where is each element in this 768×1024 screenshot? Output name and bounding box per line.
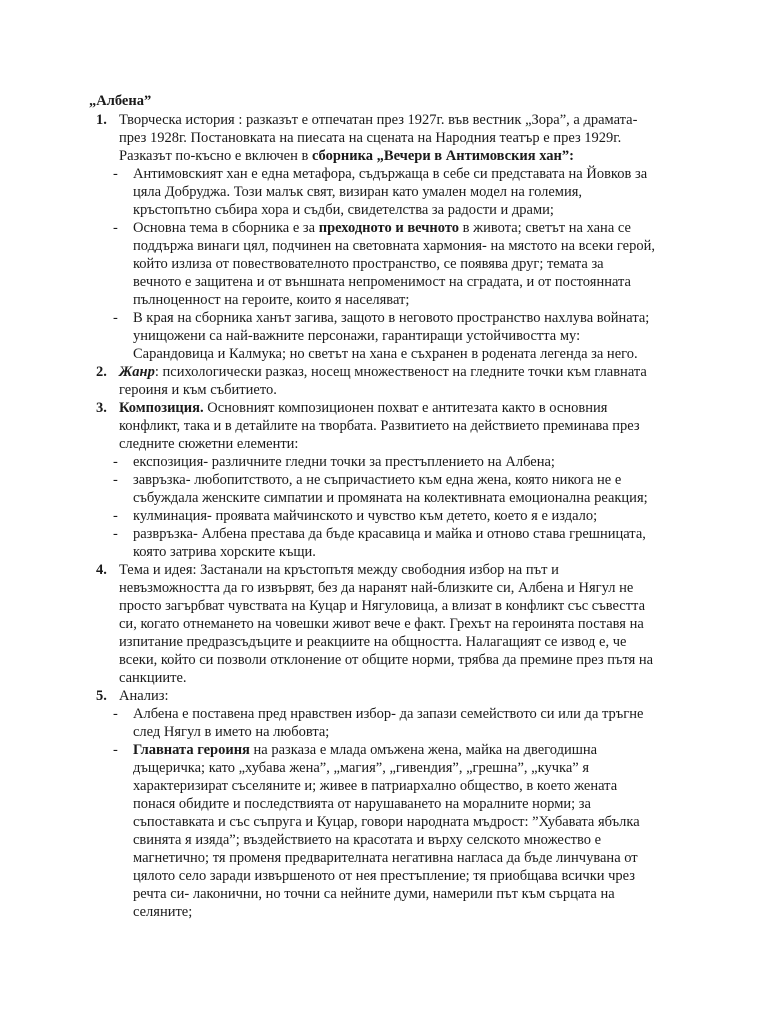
section-4-line-3: просто загърбват чувствата на Куцар и Нягуловица, а влизат в конфликт със съвестта — [119, 598, 646, 614]
s1-bullet-2-bold: преходното и вечното — [318, 220, 460, 236]
section-3-text: Основният композиционен похват е антитезата както в основния — [203, 400, 608, 416]
section-2-line-2: героиня и към събитието. — [119, 382, 277, 398]
s3-bullet-4-line-1: развръзка- Албена престава да бъде красавица и майка и отново става грешницата, — [133, 526, 646, 542]
section-4-line-7: санкциите. — [119, 670, 187, 686]
s1-bullet-2-line-1 — [133, 219, 631, 237]
s1-bullet-3-line-1: В края на сборника ханът загива, защото в неговото пространство нахлува войната; — [133, 310, 650, 326]
document-title: „Албена” — [89, 93, 152, 109]
s1-bullet-1-line-1: Антимовският хан е една метафора, съдържаща в себе си представата на Йовков за — [133, 166, 648, 182]
list-number-4: 4. — [96, 562, 107, 578]
collection-title-bold: сборника „Вечери в Антимовския хан”: — [311, 148, 574, 164]
bullet-dash: - — [113, 526, 118, 542]
section-2-text: : психологически разказ, носещ множественост на гледните точки към главната — [154, 364, 647, 380]
s1-bullet-2-text-c: в живота; светът на хана се — [459, 220, 631, 236]
s5-bullet-1-line-2: след Нягул в името на любовта; — [133, 724, 330, 740]
section-4-line-4: си, когато отнемането на човешки живот вече е факт. Грехът на героинята поставя на — [119, 616, 644, 632]
bullet-dash: - — [113, 220, 118, 236]
genre-label: Жанр — [119, 364, 155, 380]
s1-bullet-2-line-5: пълноценност на героите, които я населяват; — [133, 292, 410, 308]
s5-bullet-2-line-6: свинята я изяда”; въздействието на красотата и върху селското множество е — [133, 832, 602, 848]
bullet-dash: - — [113, 742, 118, 758]
section-4-line-6: всеки, който си позволи отклонение от общите норми, трябва да премине през пътя на — [119, 652, 654, 668]
s3-bullet-4-line-2: която затрива хорските къщи. — [133, 544, 316, 560]
bullet-dash: - — [113, 310, 118, 326]
section-4-line-2: невъзможността да го извървят, без да наранят най-близките си, Албена и Нягул не — [119, 580, 634, 596]
s3-bullet-3: кулминация- проявата майчинското и чувство към детето, което я е издало; — [133, 508, 598, 524]
s1-bullet-2-line-4: вечното е защитена и от външната непроменимост на сградата, и от постоянната — [133, 274, 631, 290]
section-1-line-2: през 1928г. Постановката на пиесата на сцената на Народния театър е през 1929г. — [119, 130, 622, 146]
s3-bullet-2-line-1: завръзка- любопитството, а не съпричастието към една жена, която никога не е — [133, 472, 622, 488]
bullet-dash: - — [113, 508, 118, 524]
s5-bullet-2-line-7: магнетично; тя променя предварителната негативна нагласа да бъде линчувана от — [133, 850, 638, 866]
s5-bullet-2-text: на разказа е млада омъжена жена, майка на двегодишна — [249, 742, 598, 758]
s3-bullet-2-line-2: събуждала женските симпатии и промяната на колективната емоционална реакция; — [133, 490, 648, 506]
s5-bullet-2-line-4: понася обидите и последствията от нарушаването на моралните норми; за — [133, 796, 591, 812]
section-1-line-1: Творческа история : разказът е отпечатан през 1927г. във вестник „Зора”, а драмата- — [119, 112, 638, 128]
composition-label: Композиция. — [119, 400, 204, 416]
s5-bullet-2-line-1 — [133, 741, 597, 759]
s5-bullet-2-line-10: селяните; — [133, 904, 193, 920]
list-number-3: 3. — [96, 400, 107, 416]
section-4-line-5: изпитание предразсъдъците и реакциите на общността. Налагащият се извод е, че — [119, 634, 627, 650]
list-number-1: 1. — [96, 112, 107, 128]
section-2-line-1 — [119, 363, 647, 381]
section-3-line-1 — [119, 399, 607, 417]
section-3-line-3: следните сюжетни елементи: — [119, 436, 299, 452]
s1-bullet-3-line-3: Сарандовица и Калмука; но светът на хана е съхранен в родената легенда за него. — [133, 346, 638, 362]
section-4-line-1: Тема и идея: Застанали на кръстопътя между свободния избор на път и — [119, 562, 559, 578]
s1-bullet-2-text-a: Основна тема в сборника е за — [133, 220, 319, 236]
s1-bullet-2-line-2: поддържа винаги цял, подчинен на световната хармония- на мястото на всеки герой, — [133, 238, 655, 254]
bullet-dash: - — [113, 706, 118, 722]
s5-bullet-2-line-2: дъщеричка; като „хубава жена”, „магия”, „гивендия”, „грешна”, „кучка” я — [133, 760, 589, 776]
s1-bullet-2-line-3: който излиза от повествователното пространство, се появява друг; темата за — [133, 256, 604, 272]
section-1-line-3-text: Разказът по-късно е включен в — [119, 148, 312, 164]
s1-bullet-1-line-2: цяла Добруджа. Този малък свят, визиран като умален модел на големия, — [133, 184, 583, 200]
section-3-line-2: конфликт, така и в детайлите на творбата. Развитието на действието преминава през — [119, 418, 640, 434]
s5-bullet-1-line-1: Албена е поставена пред нравствен избор- да запази семейството си или да тръгне — [133, 706, 644, 722]
section-1-line-3 — [119, 147, 574, 165]
s1-bullet-3-line-2: унищожени са най-важните персонажи, гарантиращи устойчивостта му: — [133, 328, 581, 344]
s5-bullet-2-line-3: характеризират съселяните и; живее в патриархално общество, в което жената — [133, 778, 618, 794]
bullet-dash: - — [113, 472, 118, 488]
s5-bullet-2-line-5: съпоставката и със съпруга и Куцар, говори народната мъдрост: ”Хубавата ябълка — [133, 814, 640, 830]
bullet-dash: - — [113, 454, 118, 470]
bullet-dash: - — [113, 166, 118, 182]
s5-bullet-2-line-9: речта си- лаконични, но точни са нейните думи, намерили път към сърцата на — [133, 886, 615, 902]
main-heroine-bold: Главната героиня — [133, 742, 250, 758]
s5-bullet-2-line-8: цялото село заради извършеното от нея престъпление; тя приобщава всички чрез — [133, 868, 636, 884]
list-number-5: 5. — [96, 688, 107, 704]
s1-bullet-1-line-3: кръстопътно събира хора и съдби, свидетелства за радости и драми; — [133, 202, 554, 218]
section-5-line-1: Анализ: — [119, 688, 169, 704]
list-number-2: 2. — [96, 364, 107, 380]
s3-bullet-1: експозиция- различните гледни точки за престъплението на Албена; — [133, 454, 555, 470]
